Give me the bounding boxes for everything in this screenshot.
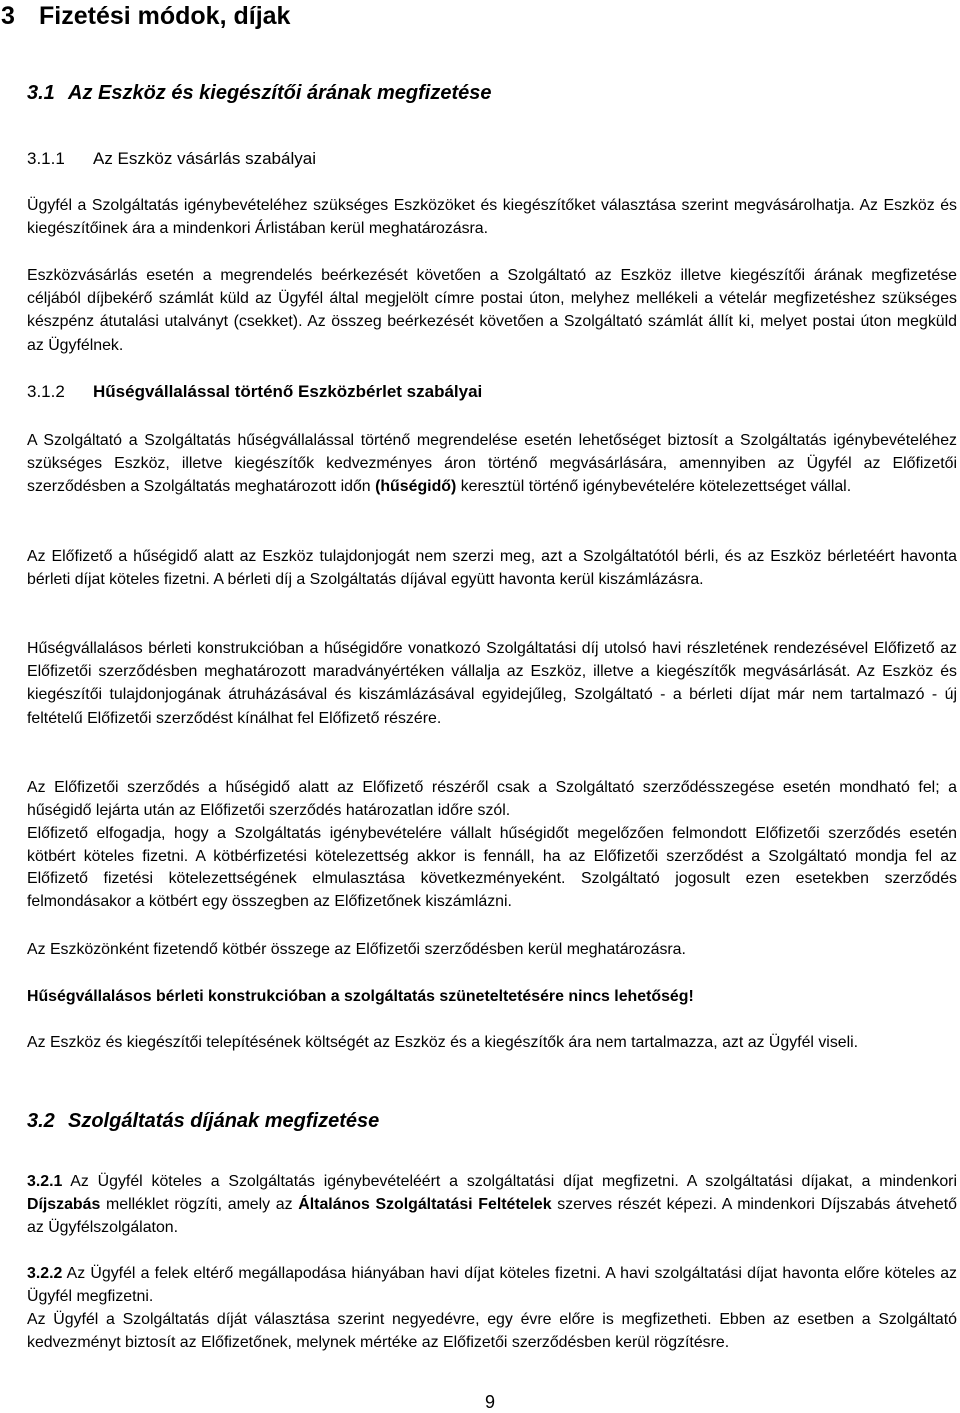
paragraph-negyedev: Az Ügyfél a Szolgáltatás díját választása szerint negyedévre, egy évre előre is megfizetheti. Ebben az esetben a Szolgáltató kedvezményt biztosít az Előfizetőnek, melynek mértéke az Előfizetői szerződésben kerül rögzítésre. bbox=[27, 1311, 957, 1351]
subsection-number: 3.1.1 bbox=[27, 149, 65, 168]
paragraph-text: Az Ügyfél a felek eltérő megállapodása hiányában havi díjat köteles fizetni. A havi szolgáltatási díjat havonta előre köteles az Ügyfél megfizetni. bbox=[27, 1265, 957, 1305]
paragraph-eszkoz-vasarlas: Ügyfél a Szolgáltatás igénybevételéhez szükséges Eszközöket és kiegészítőket választása szerint megvásárolhatja. Az Eszköz és kiegészítőinek ára a mindenkori Árlistában kerül meghatározásra. bbox=[27, 197, 957, 238]
paragraph-eszkozvasarlas: Eszközvásárlás esetén a megrendelés beérkezését követően a Szolgáltató az Eszköz illetve kiegészítői árának megfizetése céljából díjbekérő számlát küld az Ügyfél által megjelölt címre postai úton, melyhez mellékeli a vételár megfizetéshez szükséges készpénz átutalási utalványt (csekket). Az összeg beérkezését követően a Szolgáltató számlát állít ki, melyet postai úton megküld az Ügyfélnek. bbox=[27, 267, 957, 354]
page-number: 9 bbox=[484, 1392, 495, 1412]
section-heading-3-2 bbox=[27, 1110, 957, 1133]
paragraph-kotber-osszeg: Az Eszközönként fizetendő kötbér összege az Előfizetői szerződésben kerül meghatározásra. bbox=[27, 941, 686, 958]
bold-term-aszf: Általános Szolgáltatási Feltételek bbox=[298, 1196, 552, 1214]
paragraph-3-2-2 bbox=[27, 1263, 957, 1308]
section-number: 3.2 bbox=[27, 1110, 55, 1132]
section-title: Az Eszköz és kiegészítői árának megfizetése bbox=[68, 82, 492, 104]
subsection-number: 3.1.2 bbox=[27, 382, 65, 401]
paragraph-3-2-1 bbox=[27, 1170, 957, 1240]
bold-term-dijszabas: Díjszabás bbox=[27, 1196, 101, 1214]
paragraph-telepites: Az Eszköz és kiegészítői telepítésének költségét az Eszköz és a kiegészítők ára nem tartalmazza, azt az Ügyfél viseli. bbox=[27, 1034, 859, 1051]
paragraph-text: Az Ügyfél köteles a Szolgáltatás igénybevételéért a szolgáltatási díjat megfizetni. A szolgáltatási díjakat, a mindenkori bbox=[62, 1173, 957, 1190]
subsection-title: Az Eszköz vásárlás szabályai bbox=[93, 149, 316, 168]
paragraph-felmondas: Az Előfizetői szerződés a hűségidő alatt az Előfizető részéről csak a Szolgáltató szerződésszegése esetén mondható fel; a hűségidő lejárta után az Előfizetői szerződés határozatlan időre szól. bbox=[27, 779, 957, 819]
paragraph-maradvanyertek: Hűségvállalásos bérleti konstrukcióban a hűségidőre vonatkozó Szolgáltatási díj utolsó havi részletének rendezésével Előfizető az Előfizetői szerződésben meghatározott maradványértéken vállalja az Eszköz, illetve a kiegészítők megvásárlását. Az Eszköz és kiegészítői tulajdonjogának átruházásával és kiszámlázásával egyidejűleg, Szolgáltató - a bérleti díjat már nem tartalmazó - új feltételű Előfizetői szerződést kínálhat fel Előfizető részére. bbox=[27, 640, 957, 727]
subsection-title: Hűségvállalással történő Eszközbérlet szabályai bbox=[93, 382, 483, 401]
chapter-number: 3 bbox=[1, 2, 15, 30]
paragraph-text: melléklet rögzíti, amely az bbox=[100, 1196, 299, 1214]
subsection-heading-3-1-1 bbox=[27, 149, 957, 169]
paragraph-szuneteltetes: Hűségvállalásos bérleti konstrukcióban a szolgáltatás szüneteltetésére nincs lehetőség! bbox=[27, 988, 694, 1005]
paragraph-number: 3.2.1 bbox=[27, 1173, 63, 1190]
paragraph-huseg-intro bbox=[27, 429, 957, 499]
paragraph-text: szerves részét képezi. A mindenkori Díjszabás átvehető az Ügyfélszolgálaton. bbox=[27, 1196, 957, 1237]
section-number: 3.1 bbox=[27, 82, 55, 104]
section-title: Szolgáltatás díjának megfizetése bbox=[68, 1110, 380, 1132]
chapter-heading bbox=[1, 2, 931, 31]
paragraph-kotber: Előfizető elfogadja, hogy a Szolgáltatás igénybevételére vállalt hűségidőt megelőzően felmondott Előfizetői szerződés esetén kötbért köteles fizetni. A kötbérfizetési kötelezettség akkor is fennáll, ha az Előfizetői szerződést a Szolgáltató mondja fel az Előfizető fizetési kötelezettségének elmulasztása következményeként. Szolgáltató jogosult ezen esetekben szerződés felmondásakor a kötbért egy összegben az Előfizetőnek kiszámlázni. bbox=[27, 825, 957, 910]
paragraph-berleti-dij: Az Előfizető a hűségidő alatt az Eszköz tulajdonjogát nem szerzi meg, azt a Szolgáltatótól bérli, és az Eszköz bérletéért havonta bérleti díjat köteles fizetni. A bérleti díj a Szolgáltatás díjával együtt havonta kerül kiszámlázásra. bbox=[27, 548, 957, 589]
paragraph-number: 3.2.2 bbox=[27, 1265, 63, 1282]
paragraph-tail: keresztül történő igénybevételére kötelezettséget vállal. bbox=[456, 478, 852, 496]
paragraph-bold-term: (hűségidő) bbox=[375, 478, 457, 496]
chapter-title: Fizetési módok, díjak bbox=[39, 2, 291, 30]
paragraph-text: A Szolgáltató a Szolgáltatás hűségvállalással történő megrendelése esetén lehetőséget biztosít a Szolgáltatás igénybevételéhez szükséges Eszköz, illetve kiegészítők kedvezményes áron történő megvásárlására, amennyiben az Ügyfél az Előfizetői szerződésben a Szolgáltatás meghatározott időn bbox=[27, 432, 957, 496]
subsection-heading-3-1-2 bbox=[27, 382, 957, 402]
section-heading-3-1 bbox=[27, 82, 957, 105]
